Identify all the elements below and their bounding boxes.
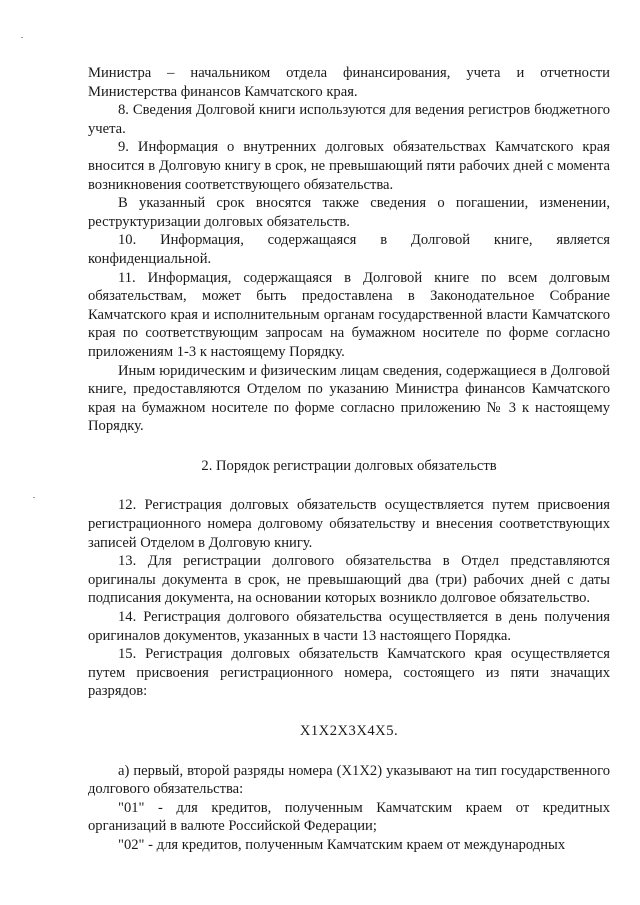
section-body [88, 496, 610, 701]
paragraph-11: 11. Информация, содержащаяся в Долговой книге по всем долговым обязательствам, может быть предоставлена в Законодательное Собрание Камчатского края и исполнительным органам государственной власти Камчатского края по соответствующим запросам на бумажном носителе по форме согласно приложениям 1-3 к настоящему Порядку. [88, 269, 610, 360]
paragraph-9: 9. Информация о внутренних долговых обязательствах Камчатского края вносится в Долговую книгу в срок, не превышающий пяти рабочих дней с момента возникновения соответствующего обязательства. [88, 139, 610, 193]
section-heading: 2. Порядок регистрации долговых обязательств [201, 457, 497, 474]
paragraph-15: 15. Регистрация долговых обязательств Камчатского края осуществляется путем присвоения регистрационного номера, состоящего из пяти значащих разрядов: [88, 646, 610, 700]
paragraph-12: 12. Регистрация долговых обязательств осуществляется путем присвоения регистрационного номера долговому обязательству и внесения соответствующих записей Отделом в Долговую книгу. [88, 497, 610, 551]
paragraph-10: 10. Информация, содержащаяся в Долговой книге, является конфиденциальной. [88, 232, 610, 267]
paragraph-15a: а) первый, второй разряды номера (X1X2) указывают на тип государственного долгового обязательства: [88, 762, 610, 798]
document-page [88, 64, 610, 855]
scan-speck [33, 497, 35, 498]
paragraph-14: 14. Регистрация долгового обязательства осуществляется в день получения оригиналов документов, указанных в части 13 настоящего Порядка. [88, 609, 610, 644]
paragraph-8: 8. Сведения Долговой книги используются для ведения регистров бюджетного учета. [88, 102, 610, 137]
registration-number-formula: X1X2X3X4X5. [299, 723, 399, 739]
paragraph-9-deadline: В указанный срок вносятся также сведения о погашении, изменении, реструктуризации долговых обязательств. [88, 195, 610, 230]
formula-explanation [88, 762, 610, 855]
scan-speck [21, 37, 23, 38]
list-item-01: "01" - для кредитов, полученным Камчатским краем от кредитных организаций в валюте Российской Федерации; [88, 799, 610, 835]
paragraph-13: 13. Для регистрации долгового обязательства в Отдел представляются оригиналы документа в срок, не превышающий два (три) рабочих дней с даты подписания документа, на основании которых возникло долговое обязательство. [88, 553, 610, 607]
list-item-02: "02" - для кредитов, полученным Камчатским краем от международных [118, 836, 566, 853]
paragraph-11-others: Иным юридическим и физическим лицам сведения, содержащиеся в Долговой книге, предоставляются Отделом по указанию Министра финансов Камчатского края на бумажном носителе по форме согласно приложению № 3 к настоящему Порядку. [88, 362, 610, 435]
paragraph-continuation: Министра – начальником отдела финансирования, учета и отчетности Министерства финансов Камчатского края. [88, 65, 610, 100]
